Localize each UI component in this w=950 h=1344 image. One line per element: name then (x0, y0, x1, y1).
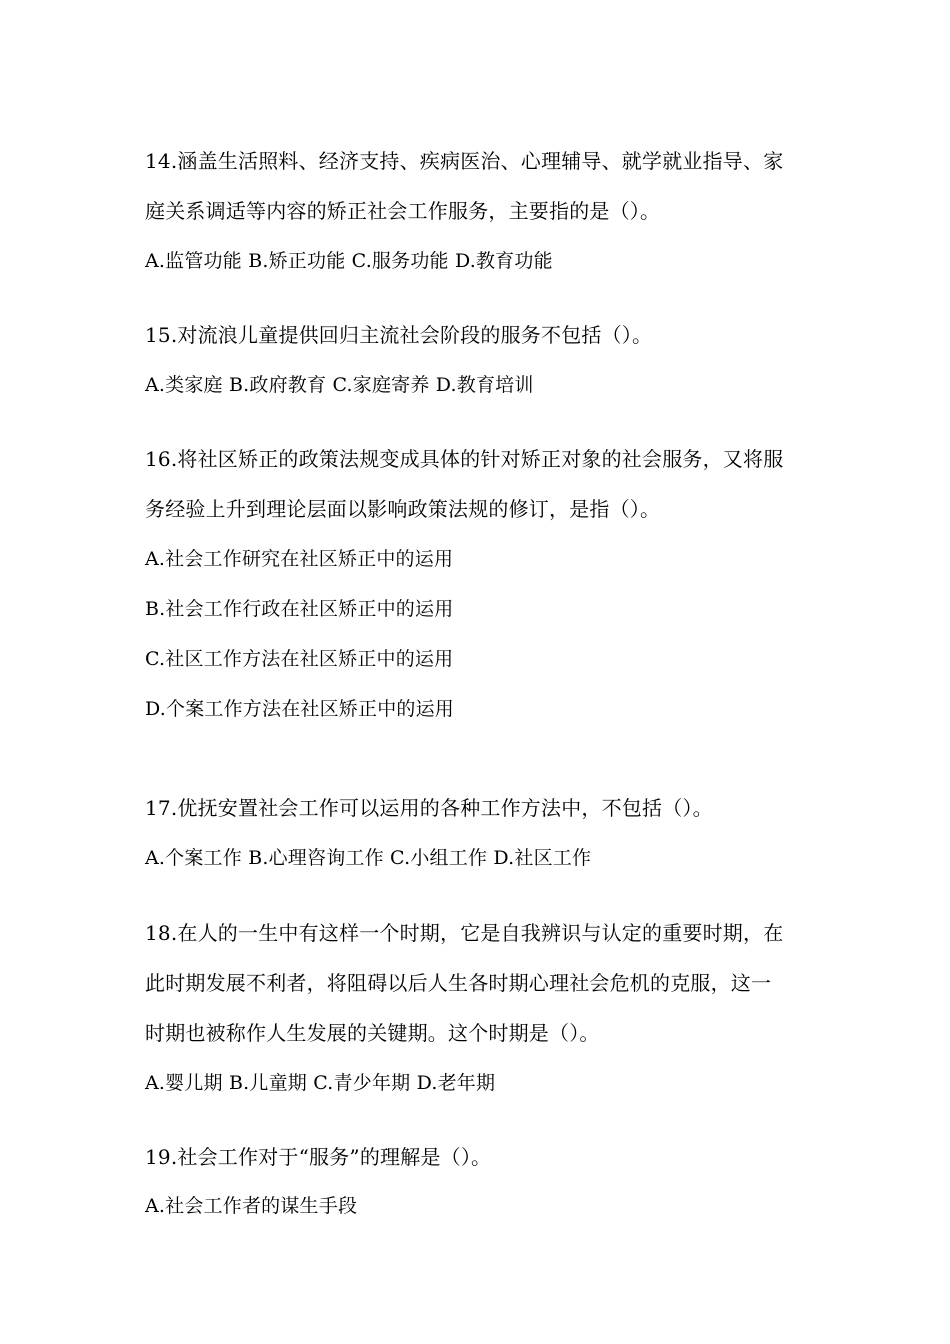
question-18-options: A.婴儿期 B.儿童期 C.青少年期 D.老年期 (145, 1072, 496, 1094)
question-18-stem-line-3: 时期也被称作人生发展的关键期。这个时期是（）。 (145, 1021, 600, 1045)
question-15-stem-line-1: 15.对流浪儿童提供回归主流社会阶段的服务不包括（）。 (145, 323, 653, 347)
question-17-options: A.个案工作 B.心理咨询工作 C.小组工作 D.社区工作 (145, 847, 592, 869)
question-16-option-c: C.社区工作方法在社区矫正中的运用 (145, 648, 454, 670)
question-16-option-d: D.个案工作方法在社区矫正中的运用 (145, 698, 454, 720)
question-14-options: A.监管功能 B.矫正功能 C.服务功能 D.教育功能 (145, 250, 553, 272)
question-19-option-a: A.社会工作者的谋生手段 (145, 1195, 358, 1217)
question-19-stem-line-1: 19.社会工作对于“服务”的理解是（）。 (145, 1145, 492, 1169)
question-18-stem-line-2: 此时期发展不利者，将阻碍以后人生各时期心理社会危机的克服，这一 (145, 971, 772, 995)
question-14-stem-line-2: 庭关系调适等内容的矫正社会工作服务，主要指的是（）。 (145, 199, 661, 223)
question-16-stem-line-1: 16.将社区矫正的政策法规变成具体的针对矫正对象的社会服务，又将服 (145, 447, 784, 471)
question-18-stem-line-1: 18.在人的一生中有这样一个时期，它是自我辨识与认定的重要时期，在 (145, 921, 784, 945)
question-17-stem-line-1: 17.优抚安置社会工作可以运用的各种工作方法中，不包括（）。 (145, 796, 713, 820)
question-15-options: A.类家庭 B.政府教育 C.家庭寄养 D.教育培训 (145, 374, 534, 396)
question-16-stem-line-2: 务经验上升到理论层面以影响政策法规的修订，是指（）。 (145, 497, 661, 521)
question-14-stem-line-1: 14.涵盖生活照料、经济支持、疾病医治、心理辅导、就学就业指导、家 (145, 149, 784, 173)
question-16-option-b: B.社会工作行政在社区矫正中的运用 (145, 598, 454, 620)
question-16-option-a: A.社会工作研究在社区矫正中的运用 (145, 548, 454, 570)
